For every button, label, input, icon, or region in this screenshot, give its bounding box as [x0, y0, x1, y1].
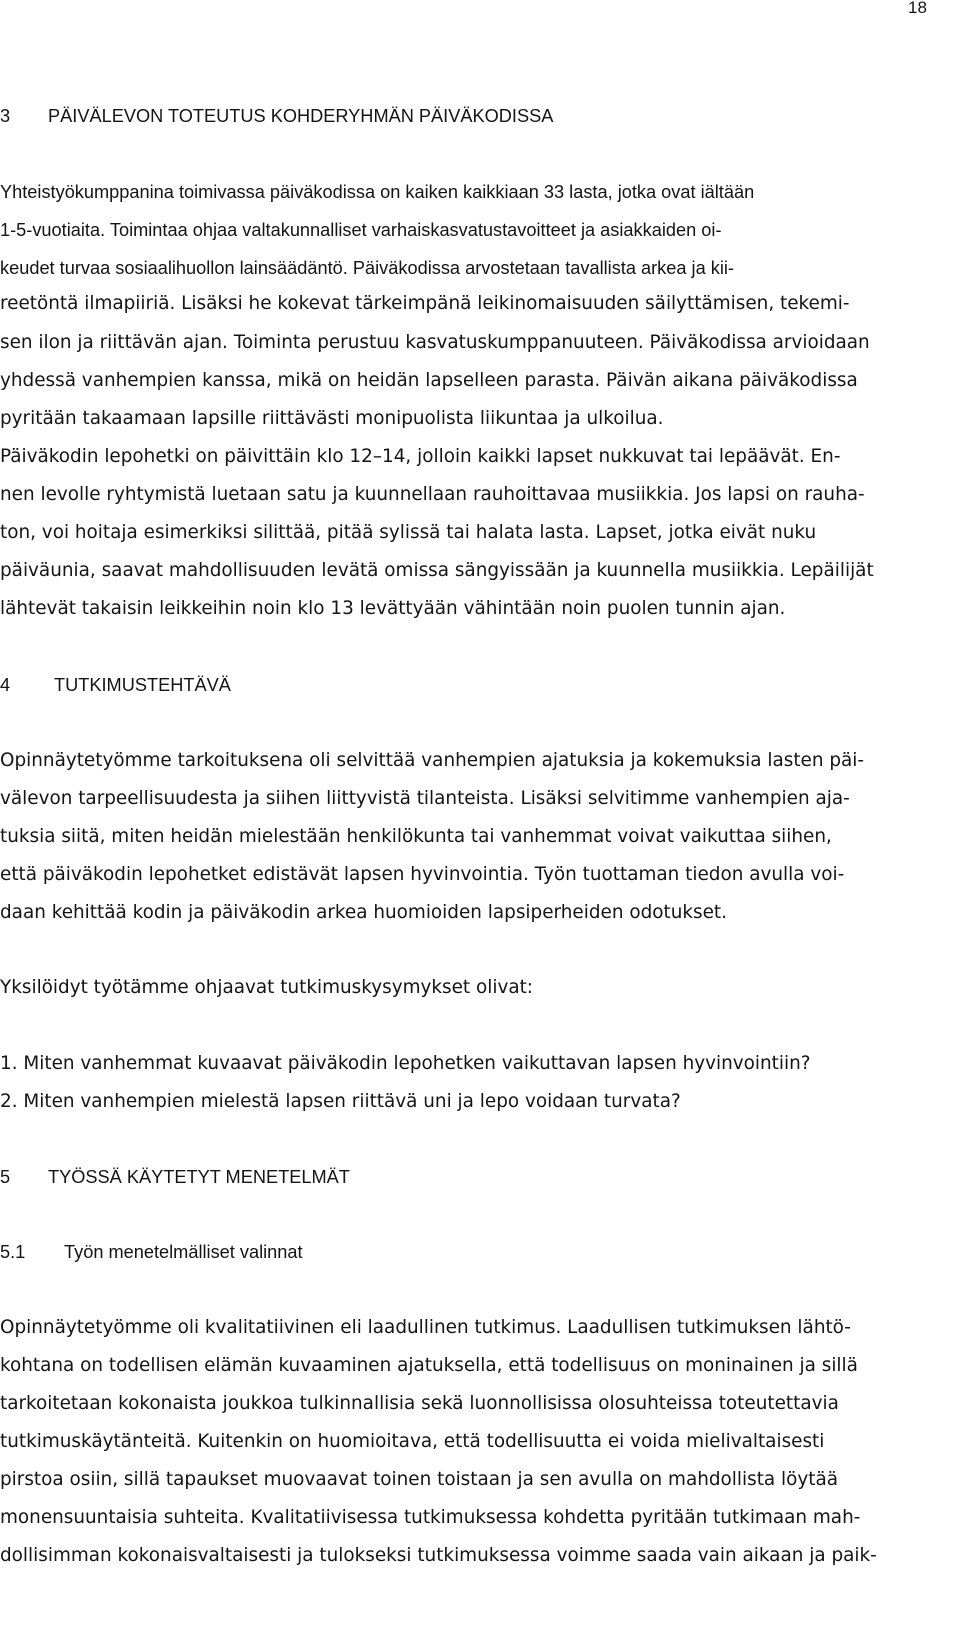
paragraph-line: tuksia siitä, miten heidän mielestään henkilökunta tai vanhemmat voivat vaikuttaa siihen,: [0, 826, 832, 847]
paragraph-line: että päiväkodin lepohetket edistävät lapsen hyvinvointia. Työn tuottaman tiedon avulla voi-: [0, 864, 845, 885]
paragraph-line: nen levolle ryhtymistä luetaan satu ja kuunnellaan rauhoittavaa musiikkia. Jos lapsi on rauha-: [0, 484, 865, 505]
section-3-number: 3: [0, 106, 11, 126]
paragraph-line: tarkoitetaan kokonaista joukkoa tulkinnallisia sekä luonnollisissa olosuhteissa toteutettavia: [0, 1393, 839, 1414]
section-4-number: 4: [0, 675, 11, 695]
section-5-number: 5: [0, 1167, 11, 1187]
paragraph-line: Opinnäytetyömme tarkoituksena oli selvittää vanhempien ajatuksia ja kokemuksia lasten päi-: [0, 750, 865, 771]
section-5-1-title: Työn menetelmälliset valinnat: [64, 1242, 303, 1262]
paragraph-line: välevon tarpeellisuudesta ja siihen liittyvistä tilanteista. Lisäksi selvitimme vanhempien aja-: [0, 788, 850, 809]
paragraph-line: kohtana on todellisen elämän kuvaaminen ajatuksella, että todellisuus on moninainen ja sillä: [0, 1355, 858, 1376]
questions-intro: Yksilöidyt työtämme ohjaavat tutkimuskysymykset olivat:: [0, 977, 534, 998]
research-question: 2. Miten vanhempien mielestä lapsen riittävä uni ja lepo voidaan turvata?: [0, 1091, 681, 1112]
section-3-title: PÄIVÄLEVON TOTEUTUS KOHDERYHMÄN PÄIVÄKODISSA: [48, 106, 554, 126]
paragraph-line: ton, voi hoitaja esimerkiksi silittää, pitää sylissä tai halata lasta. Lapset, jotka eivät nuku: [0, 522, 817, 543]
paragraph-line: pyritään takaamaan lapsille riittävästi monipuolista liikuntaa ja ulkoilua.: [0, 408, 664, 429]
paragraph-line: keudet turvaa sosiaalihuollon lainsäädäntö. Päiväkodissa arvostetaan tavallista arkea ja kii-: [0, 258, 734, 278]
section-3-heading: [0, 107, 553, 125]
paragraph-line: lähtevät takaisin leikkeihin noin klo 13 levättyään vähintään noin puolen tunnin ajan.: [0, 598, 786, 619]
paragraph-line: daan kehittää kodin ja päiväkodin arkea huomioiden lapsiperheiden odotukset.: [0, 902, 727, 923]
section-5-1-heading: [0, 1243, 303, 1261]
paragraph-line: monensuuntaisia suhteita. Kvalitatiivisessa tutkimuksessa kohdetta pyritään tutkimaan mah-: [0, 1507, 861, 1528]
paragraph-line: dollisimman kokonaisvaltaisesti ja tulokseksi tutkimuksessa voimme saada vain aikaan ja paik-: [0, 1545, 877, 1566]
paragraph-line: tutkimuskäytänteitä. Kuitenkin on huomioitava, että todellisuutta ei voida mielivaltaisesti: [0, 1431, 825, 1452]
paragraph-line: Opinnäytetyömme oli kvalitatiivinen eli laadullinen tutkimus. Laadullisen tutkimuksen lähtö-: [0, 1317, 851, 1338]
section-4-title: TUTKIMUSTEHTÄVÄ: [54, 675, 231, 695]
section-5-title: TYÖSSÄ KÄYTETYT MENETELMÄT: [48, 1167, 350, 1187]
page-number: 18: [908, 0, 927, 17]
section-4-heading: [0, 676, 231, 694]
paragraph-line: 1-5-vuotiaita. Toimintaa ohjaa valtakunnalliset varhaiskasvatustavoitteet ja asiakkaiden oi-: [0, 220, 722, 240]
section-5-heading: [0, 1168, 350, 1186]
paragraph-line: reetöntä ilmapiiriä. Lisäksi he kokevat tärkeimpänä leikinomaisuuden säilyttämisen, tekemi-: [0, 293, 850, 314]
section-5-1-number: 5.1: [0, 1242, 26, 1262]
paragraph-line: yhdessä vanhempien kanssa, mikä on heidän lapselleen parasta. Päivän aikana päiväkodissa: [0, 370, 858, 391]
research-question: 1. Miten vanhemmat kuvaavat päiväkodin lepohetken vaikuttavan lapsen hyvinvointiin?: [0, 1053, 811, 1074]
paragraph-line: pirstoa osiin, sillä tapaukset muovaavat toinen toistaan ja sen avulla on mahdollista löytää: [0, 1469, 839, 1490]
paragraph-line: sen ilon ja riittävän ajan. Toiminta perustuu kasvatuskumppanuuteen. Päiväkodissa arvioidaan: [0, 332, 870, 353]
paragraph-line: Yhteistyökumppanina toimivassa päiväkodissa on kaiken kaikkiaan 33 lasta, jotka ovat iältään: [0, 182, 755, 202]
paragraph-line: päiväunia, saavat mahdollisuuden levätä omissa sängyissään ja kuunnella musiikkia. Lepäilijät: [0, 560, 874, 581]
paragraph-line: Päiväkodin lepohetki on päivittäin klo 12–14, jolloin kaikki lapset nukkuvat tai lepäävät. En-: [0, 446, 841, 467]
